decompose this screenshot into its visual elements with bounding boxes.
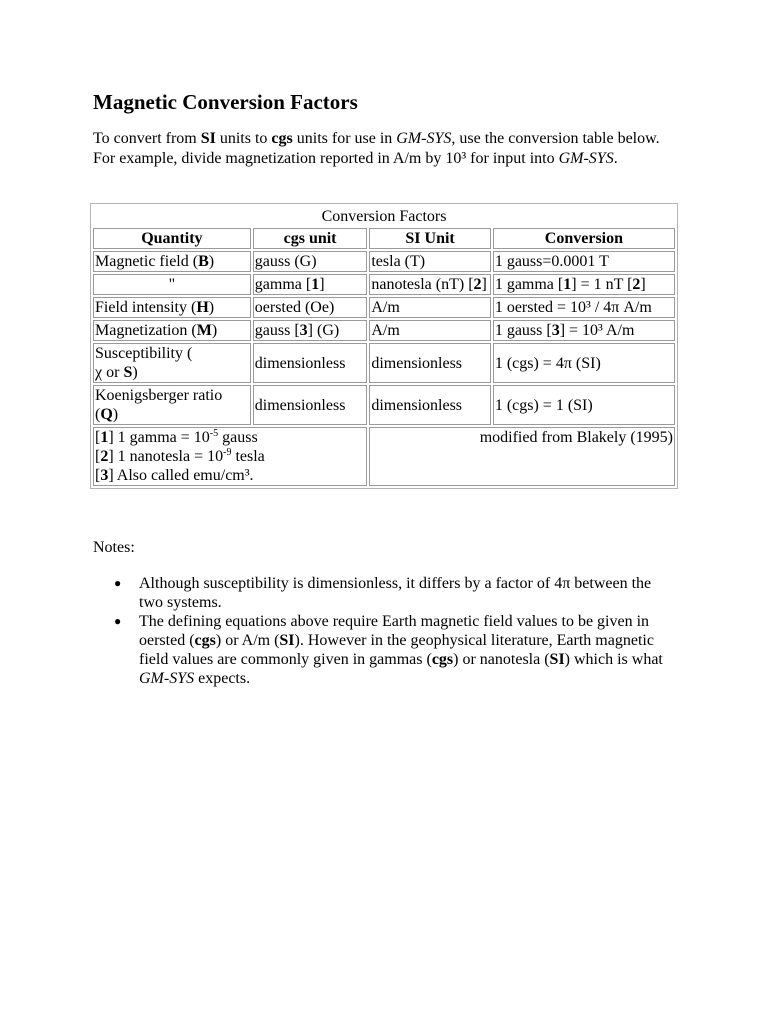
cell-cgs: dimensionless bbox=[253, 385, 368, 425]
header-cgs-unit: cgs unit bbox=[253, 228, 368, 249]
cell-conversion: 1 oersted = 10³ / 4π A/m bbox=[493, 297, 675, 318]
conversion-table bbox=[90, 203, 678, 489]
cell-cgs: oersted (Oe) bbox=[253, 297, 368, 318]
footnote: [2] 1 nanotesla = $10^{-9}$ tesla bbox=[95, 447, 265, 465]
header-quantity: Quantity bbox=[93, 228, 251, 249]
table-caption-row bbox=[93, 206, 675, 226]
cell-conversion: 1 (cgs) = 1 (SI) bbox=[493, 385, 675, 425]
bullet-icon: ● bbox=[114, 614, 122, 628]
header-conversion: Conversion bbox=[493, 228, 675, 249]
cell-si: nanotesla (nT) [2] bbox=[369, 274, 490, 295]
intro-si: SI bbox=[200, 130, 216, 147]
intro-text: units for use in bbox=[292, 130, 397, 147]
table-row bbox=[93, 385, 675, 425]
list-item: ● The defining equations above require Earth magnetic field values to be given in oersted (cgs) or A/m (SI). However in the geophysical literature, Earth magnetic field values are commonly given in gammas (cgs) or nanotesla (SI) which is what GM-SYS expects. bbox=[114, 613, 663, 687]
intro-text: . bbox=[613, 149, 618, 167]
cell-quantity: " bbox=[93, 274, 251, 295]
table-row bbox=[93, 251, 675, 272]
intro-text: To convert from bbox=[93, 130, 201, 147]
intro-gmsys: GM-SYS bbox=[558, 149, 614, 167]
notes-label: Notes: bbox=[93, 539, 135, 556]
cell-conversion: 1 gauss [3] = 10³ A/m bbox=[493, 320, 675, 341]
table-row bbox=[93, 274, 675, 295]
intro-cgs: cgs bbox=[271, 130, 293, 147]
table-footnote-row bbox=[93, 427, 675, 486]
table-caption: Conversion Factors bbox=[321, 208, 447, 225]
intro-text: , use the conversion table below. For example, divide magnetization reported in A/m by 10³ for input into bbox=[93, 130, 660, 167]
cell-quantity: Koenigsberger ratio (Q) bbox=[93, 385, 251, 425]
footnote: [3] Also called emu/cm³. bbox=[95, 467, 254, 484]
cell-conversion: 1 gamma [1] = 1 nT [2] bbox=[493, 274, 675, 295]
cell-cgs: gamma [1] bbox=[253, 274, 368, 295]
table-row bbox=[93, 343, 675, 383]
source-citation: modified from Blakely (1995) bbox=[369, 427, 675, 486]
cell-si: A/m bbox=[369, 320, 490, 341]
page-title: Magnetic Conversion Factors bbox=[93, 90, 358, 114]
cell-quantity: Susceptibility ( χ or S) bbox=[93, 343, 251, 383]
table-row bbox=[93, 320, 675, 341]
list-item: ● Although susceptibility is dimensionless, it differs by a factor of 4π between the two systems. bbox=[114, 575, 652, 611]
notes-list bbox=[93, 574, 679, 688]
cell-si: A/m bbox=[369, 297, 490, 318]
intro-gmsys: GM-SYS bbox=[396, 130, 452, 147]
cell-cgs: dimensionless bbox=[253, 343, 368, 383]
cell-si: dimensionless bbox=[369, 343, 490, 383]
cell-conversion: 1 gauss=0.0001 T bbox=[493, 251, 675, 272]
intro-paragraph bbox=[93, 129, 673, 168]
cell-quantity: Field intensity (H) bbox=[93, 297, 251, 318]
intro-text: units to bbox=[215, 130, 272, 147]
cell-quantity: Magnetic field (B) bbox=[93, 251, 251, 272]
footnotes bbox=[93, 427, 367, 486]
cell-si: tesla (T) bbox=[369, 251, 490, 272]
table-header-row bbox=[93, 228, 675, 249]
cell-cgs: gauss [3] (G) bbox=[253, 320, 368, 341]
table-row bbox=[93, 297, 675, 318]
cell-quantity: Magnetization (M) bbox=[93, 320, 251, 341]
header-si-unit: SI Unit bbox=[369, 228, 490, 249]
footnote: [1] 1 gamma = $10^{-5}$ gauss bbox=[95, 428, 258, 446]
cell-cgs: gauss (G) bbox=[253, 251, 368, 272]
cell-si: dimensionless bbox=[369, 385, 490, 425]
cell-conversion: 1 (cgs) = 4π (SI) bbox=[493, 343, 675, 383]
bullet-icon: ● bbox=[114, 576, 122, 590]
